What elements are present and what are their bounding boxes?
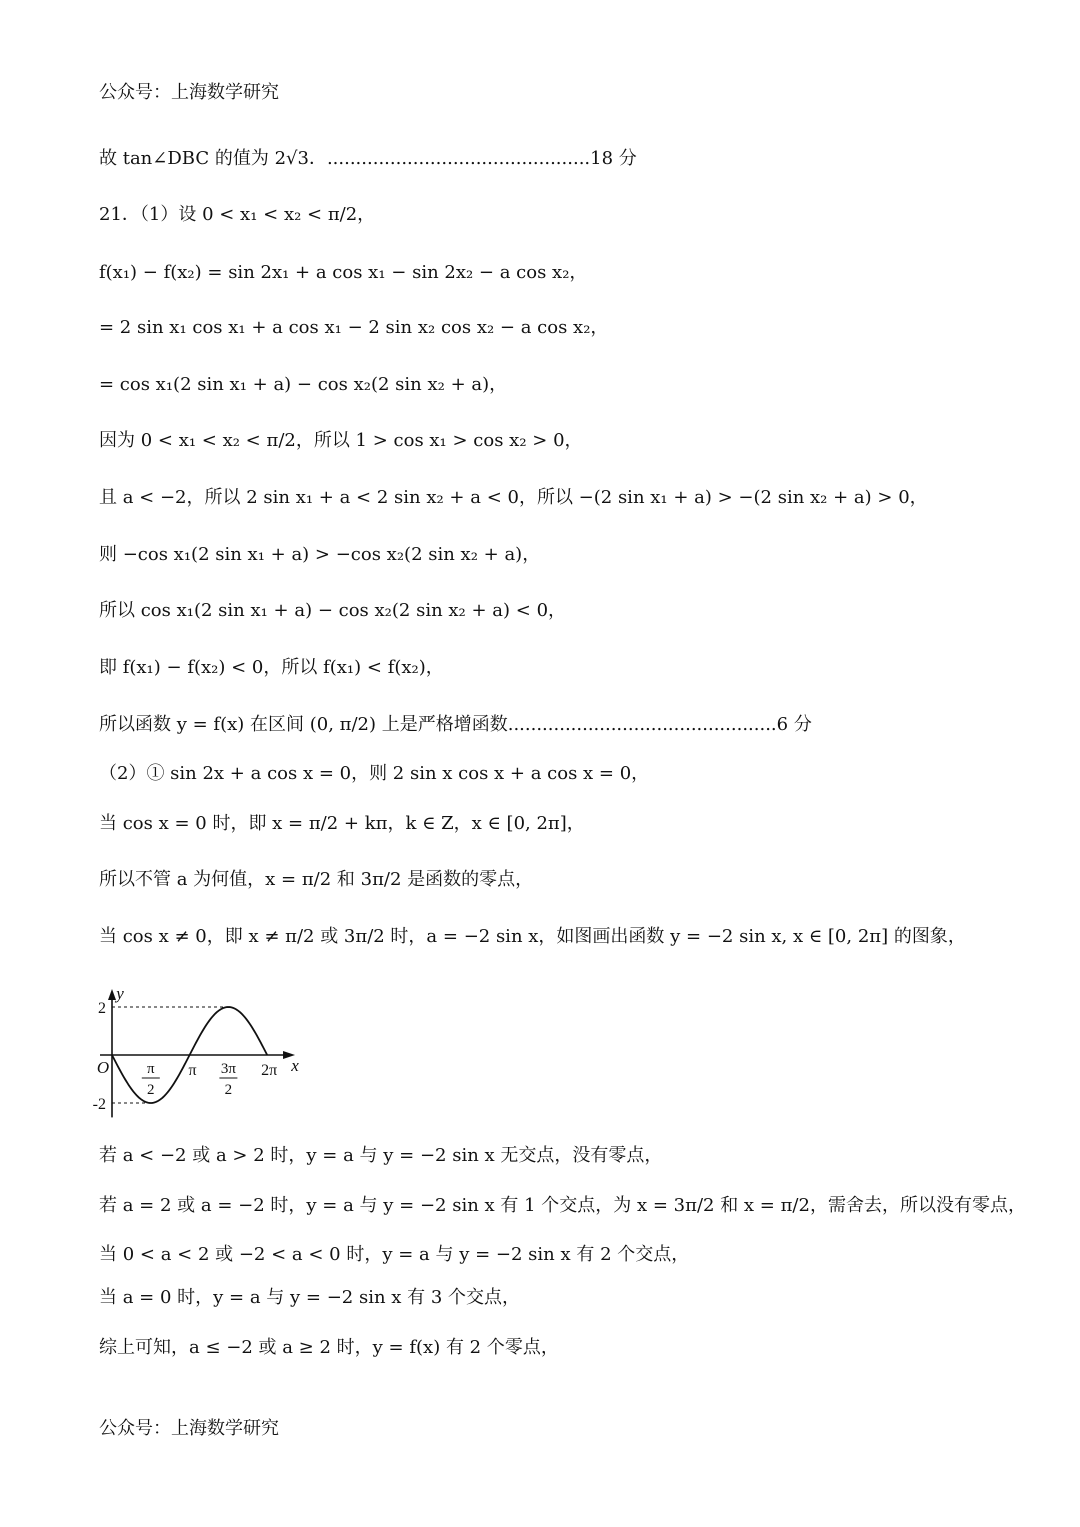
line-a-less-than-minus-2: 且 a < −2，所以 2 sin x₁ + a < 2 sin x₂ + a < 0，所以 −(2 sin x₁ + a) > −(2 sin x₂ + a) > 0， <box>99 487 928 508</box>
sine-graph <box>92 962 332 1132</box>
labels <box>93 984 300 1113</box>
y-tick-label-2: 2 <box>98 1000 106 1017</box>
line-f-difference: f(x₁) − f(x₂) = sin 2x₁ + a cos x₁ − sin 2x₂ − a cos x₂， <box>99 262 588 283</box>
line-factor-cos: = cos x₁(2 sin x₁ + a) − cos x₂(2 sin x₂ + a)， <box>99 374 508 395</box>
y-axis-label: y <box>116 984 124 1003</box>
x-tick-label-pi-over-2-numerator: π <box>147 1061 155 1077</box>
x-tick-label-2pi: 2π <box>261 1062 278 1079</box>
x-axis-label: x <box>291 1056 299 1075</box>
y-tick-label-minus-2: -2 <box>92 1096 106 1113</box>
line-so-difference-negative: 所以 cos x₁(2 sin x₁ + a) − cos x₂(2 sin x₂ + a) < 0， <box>99 600 567 621</box>
page-header: 公众号：上海数学研究 <box>99 82 279 103</box>
line-case-three-intersections: 当 a = 0 时，y = a 与 y = −2 sin x 有 3 个交点， <box>99 1287 521 1308</box>
y-axis-arrow <box>108 989 116 1000</box>
origin-label: O <box>96 1058 110 1077</box>
line-cos-zero-case: 当 cos x = 0 时，即 x = π/2 + kπ，k ∈ Z，x ∈ [0, 2π]， <box>99 813 585 834</box>
x-tick-label-pi-over-2-denominator: 2 <box>147 1082 155 1098</box>
x-tick-label-3pi-over-2-numerator: 3π <box>220 1061 236 1077</box>
line-part2-equation: （2）① sin 2x + a cos x = 0，则 2 sin x cos x + a cos x = 0， <box>99 763 650 784</box>
line-then-inequality: 则 −cos x₁(2 sin x₁ + a) > −cos x₂(2 sin x₂ + a)， <box>99 544 541 565</box>
line-cos-nonzero-case: 当 cos x ≠ 0，即 x ≠ π/2 或 3π/2 时，a = −2 sin x，如图画出函数 y = −2 sin x, x ∈ [0, 2π] 的图象， <box>99 926 966 947</box>
line-case-no-intersection: 若 a < −2 或 a > 2 时，y = a 与 y = −2 sin x 无交点，没有零点， <box>99 1145 663 1166</box>
line-because-cos-order: 因为 0 < x₁ < x₂ < π/2，所以 1 > cos x₁ > cos x₂ > 0， <box>99 430 583 451</box>
x-tick-label-3pi-over-2-denominator: 2 <box>224 1082 233 1098</box>
x-tick-label-pi: π <box>188 1062 197 1079</box>
line-zeros-regardless-of-a: 所以不管 a 为何值，x = π/2 和 3π/2 是函数的零点， <box>99 869 534 890</box>
line-case-two-intersections: 当 0 < a < 2 或 −2 < a < 0 时，y = a 与 y = −2 sin x 有 2 个交点， <box>99 1244 690 1265</box>
line-conclusion-tan: 故 tan∠DBC 的值为 2√3．..............................................18 分 <box>99 148 637 169</box>
line-case-one-intersection: 若 a = 2 或 a = −2 时，y = a 与 y = −2 sin x 有 1 个交点，为 x = 3π/2 和 x = π/2，需舍去，所以没有零点， <box>99 1195 1026 1216</box>
line-summary: 综上可知，a ≤ −2 或 a ≥ 2 时，y = f(x) 有 2 个零点， <box>99 1337 559 1358</box>
page-footer: 公众号：上海数学研究 <box>99 1418 279 1439</box>
line-expand-double-angle: = 2 sin x₁ cos x₁ + a cos x₁ − 2 sin x₂ cos x₂ − a cos x₂， <box>99 317 609 338</box>
line-strictly-increasing-conclusion: 所以函数 y = f(x) 在区间 (0, π/2) 上是严格增函数...............................................6 分 <box>99 714 812 735</box>
line-q21-part1-setup: 21．（1）设 0 < x₁ < x₂ < π/2， <box>99 204 376 225</box>
line-f-increasing-result: 即 f(x₁) − f(x₂) < 0，所以 f(x₁) < f(x₂)， <box>99 657 444 678</box>
